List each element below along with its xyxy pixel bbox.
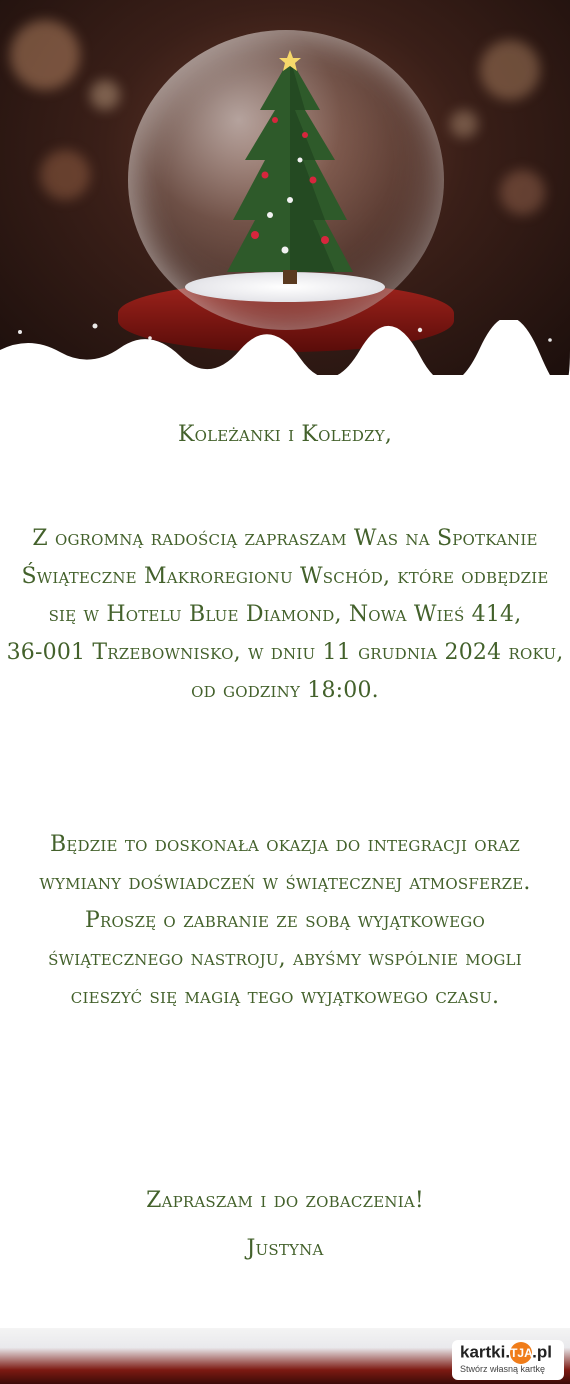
- details-line: cieszyć się magią tego wyjątkowego czasu.: [70, 984, 500, 1009]
- logo-wordmark: kartki.TJA.pl: [460, 1342, 552, 1364]
- details-line: Będzie to doskonała okazja do integracji oraz: [50, 832, 520, 857]
- snow-edge: [0, 320, 570, 375]
- logo-tagline: Stwórz własną kartkę: [460, 1364, 546, 1374]
- details-line: świątecznego nastroju, abyśmy wspólnie mogli: [48, 946, 522, 971]
- invitation-line: Z ogromną radością zapraszam Was na Spotkanie: [32, 526, 538, 551]
- details-paragraph: [0, 826, 570, 1016]
- details-line: wymiany doświadczeń w świątecznej atmosferze.: [39, 870, 531, 895]
- signature: Justyna: [246, 1236, 324, 1261]
- invitation-line: 36-001 Trzebownisko, w dniu 11 grudnia 2024 roku,: [6, 640, 564, 665]
- details-line: Proszę o zabranie ze sobą wyjątkowego: [84, 908, 485, 933]
- invitation-paragraph: [0, 520, 570, 710]
- invitation-line: od godziny 18:00.: [191, 678, 379, 703]
- closing-text: Zapraszam i do zobaczenia!: [146, 1188, 424, 1213]
- snow-globe-illustration: [0, 0, 570, 375]
- invitation-line: się w Hotelu Blue Diamond, Nowa Wieś 414,: [48, 602, 522, 627]
- invitation-line: Świąteczne Makroregionu Wschód, które odbędzie: [21, 564, 549, 589]
- christmas-tree-icon: [225, 50, 355, 285]
- kartki-logo[interactable]: [452, 1340, 564, 1380]
- salutation: Koleżanki i Koledzy,: [177, 422, 393, 447]
